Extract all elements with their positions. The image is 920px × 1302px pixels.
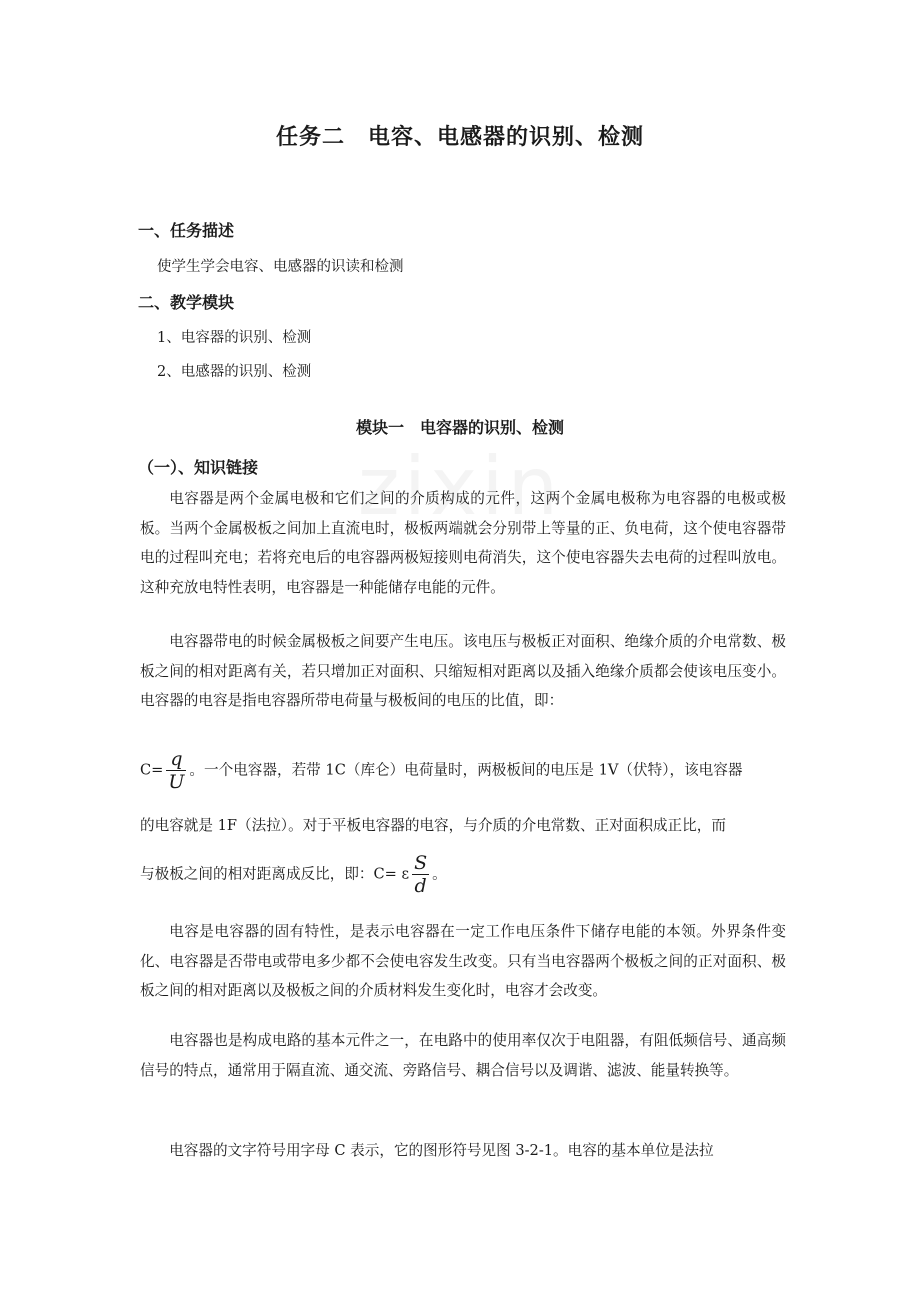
paragraph-capacitor-voltage: 电容器带电的时候金属极板之间要产生电压。该电压与极板正对面积、绝缘介质的介电常数、极板之间的相对距离有关，若只增加正对面积、只缩短相对距离以及插入绝缘介质都会使该电压变小。电容器的电容是指电容器所带电荷量与极板间的电压的比值，即： [140,633,786,709]
text-line-farad: 的电容就是 1F（法拉）。对于平板电容器的电容，与介质的介电常数、正对面积成正比，而 [140,817,726,834]
fraction-denominator: d [414,875,427,897]
fraction-q-over-u [166,748,186,793]
formula-leading-text: 与极板之间的相对距离成反比，即：C= ε [140,865,410,883]
module-title: 模块一 电容器的识别、检测 [355,418,564,437]
formula-line-capacitance [140,748,742,793]
formula-lhs: C= [140,761,164,779]
formula-trailing-text: 。 [432,865,447,883]
fraction-numerator: S [414,852,428,874]
paragraph-symbol: 电容器的文字符号用字母 C 表示，它的图形符号见图 3-2-1。电容的基本单位是法拉 [169,1142,714,1159]
page-title: 任务二 电容、电感器的识别、检测 [275,125,644,150]
task-description-text: 使学生学会电容、电感器的识读和检测 [157,259,404,275]
formula-line-plate-capacitor [140,852,447,897]
fraction-s-over-d [412,852,429,897]
paragraph-capacitor-definition: 电容器是两个金属电极和它们之间的介质构成的元件，这两个金属电极称为电容器的电极或极板。当两个金属极板之间加上直流电时，极板两端就会分别带上等量的正、负电荷，这个使电容器带电的过程叫充电；若将充电后的电容器两极短接则电荷消失，这个使电容器失去电荷的过程叫放电。这种充放电特性表明，电容器是一种能储存电能的元件。 [140,490,786,596]
formula-trailing-text: 。一个电容器，若带 1C（库仑）电荷量时，两极板间的电压是 1V（伏特），该电容器 [189,761,743,779]
paragraph-circuit-usage: 电容器也是构成电路的基本元件之一，在电路中的使用率仅次于电阻器，有阻低频信号、通高频信号的特点，通常用于隔直流、通交流、旁路信号、耦合信号以及调谐、滤波、能量转换等。 [140,1032,786,1079]
paragraph-capacitance-property: 电容是电容器的固有特性，是表示电容器在一定工作电压条件下储存电能的本领。外界条件变化、电容器是否带电或带电多少都不会使电容发生改变。只有当电容器两个极板之间的正对面积、极板之间的相对距离以及极板之间的介质材料发生变化时，电容才会改变。 [140,923,786,999]
knowledge-link-heading: （一）、知识链接 [138,458,259,477]
module-list-item: 2、电感器的识别、检测 [157,364,312,380]
fraction-denominator: U [168,771,185,793]
fraction-numerator: q [166,748,186,771]
section-heading-teaching-modules: 二、教学模块 [138,293,235,312]
module-list-item: 1、电容器的识别、检测 [157,330,312,346]
section-heading-task-description: 一、任务描述 [138,221,235,240]
